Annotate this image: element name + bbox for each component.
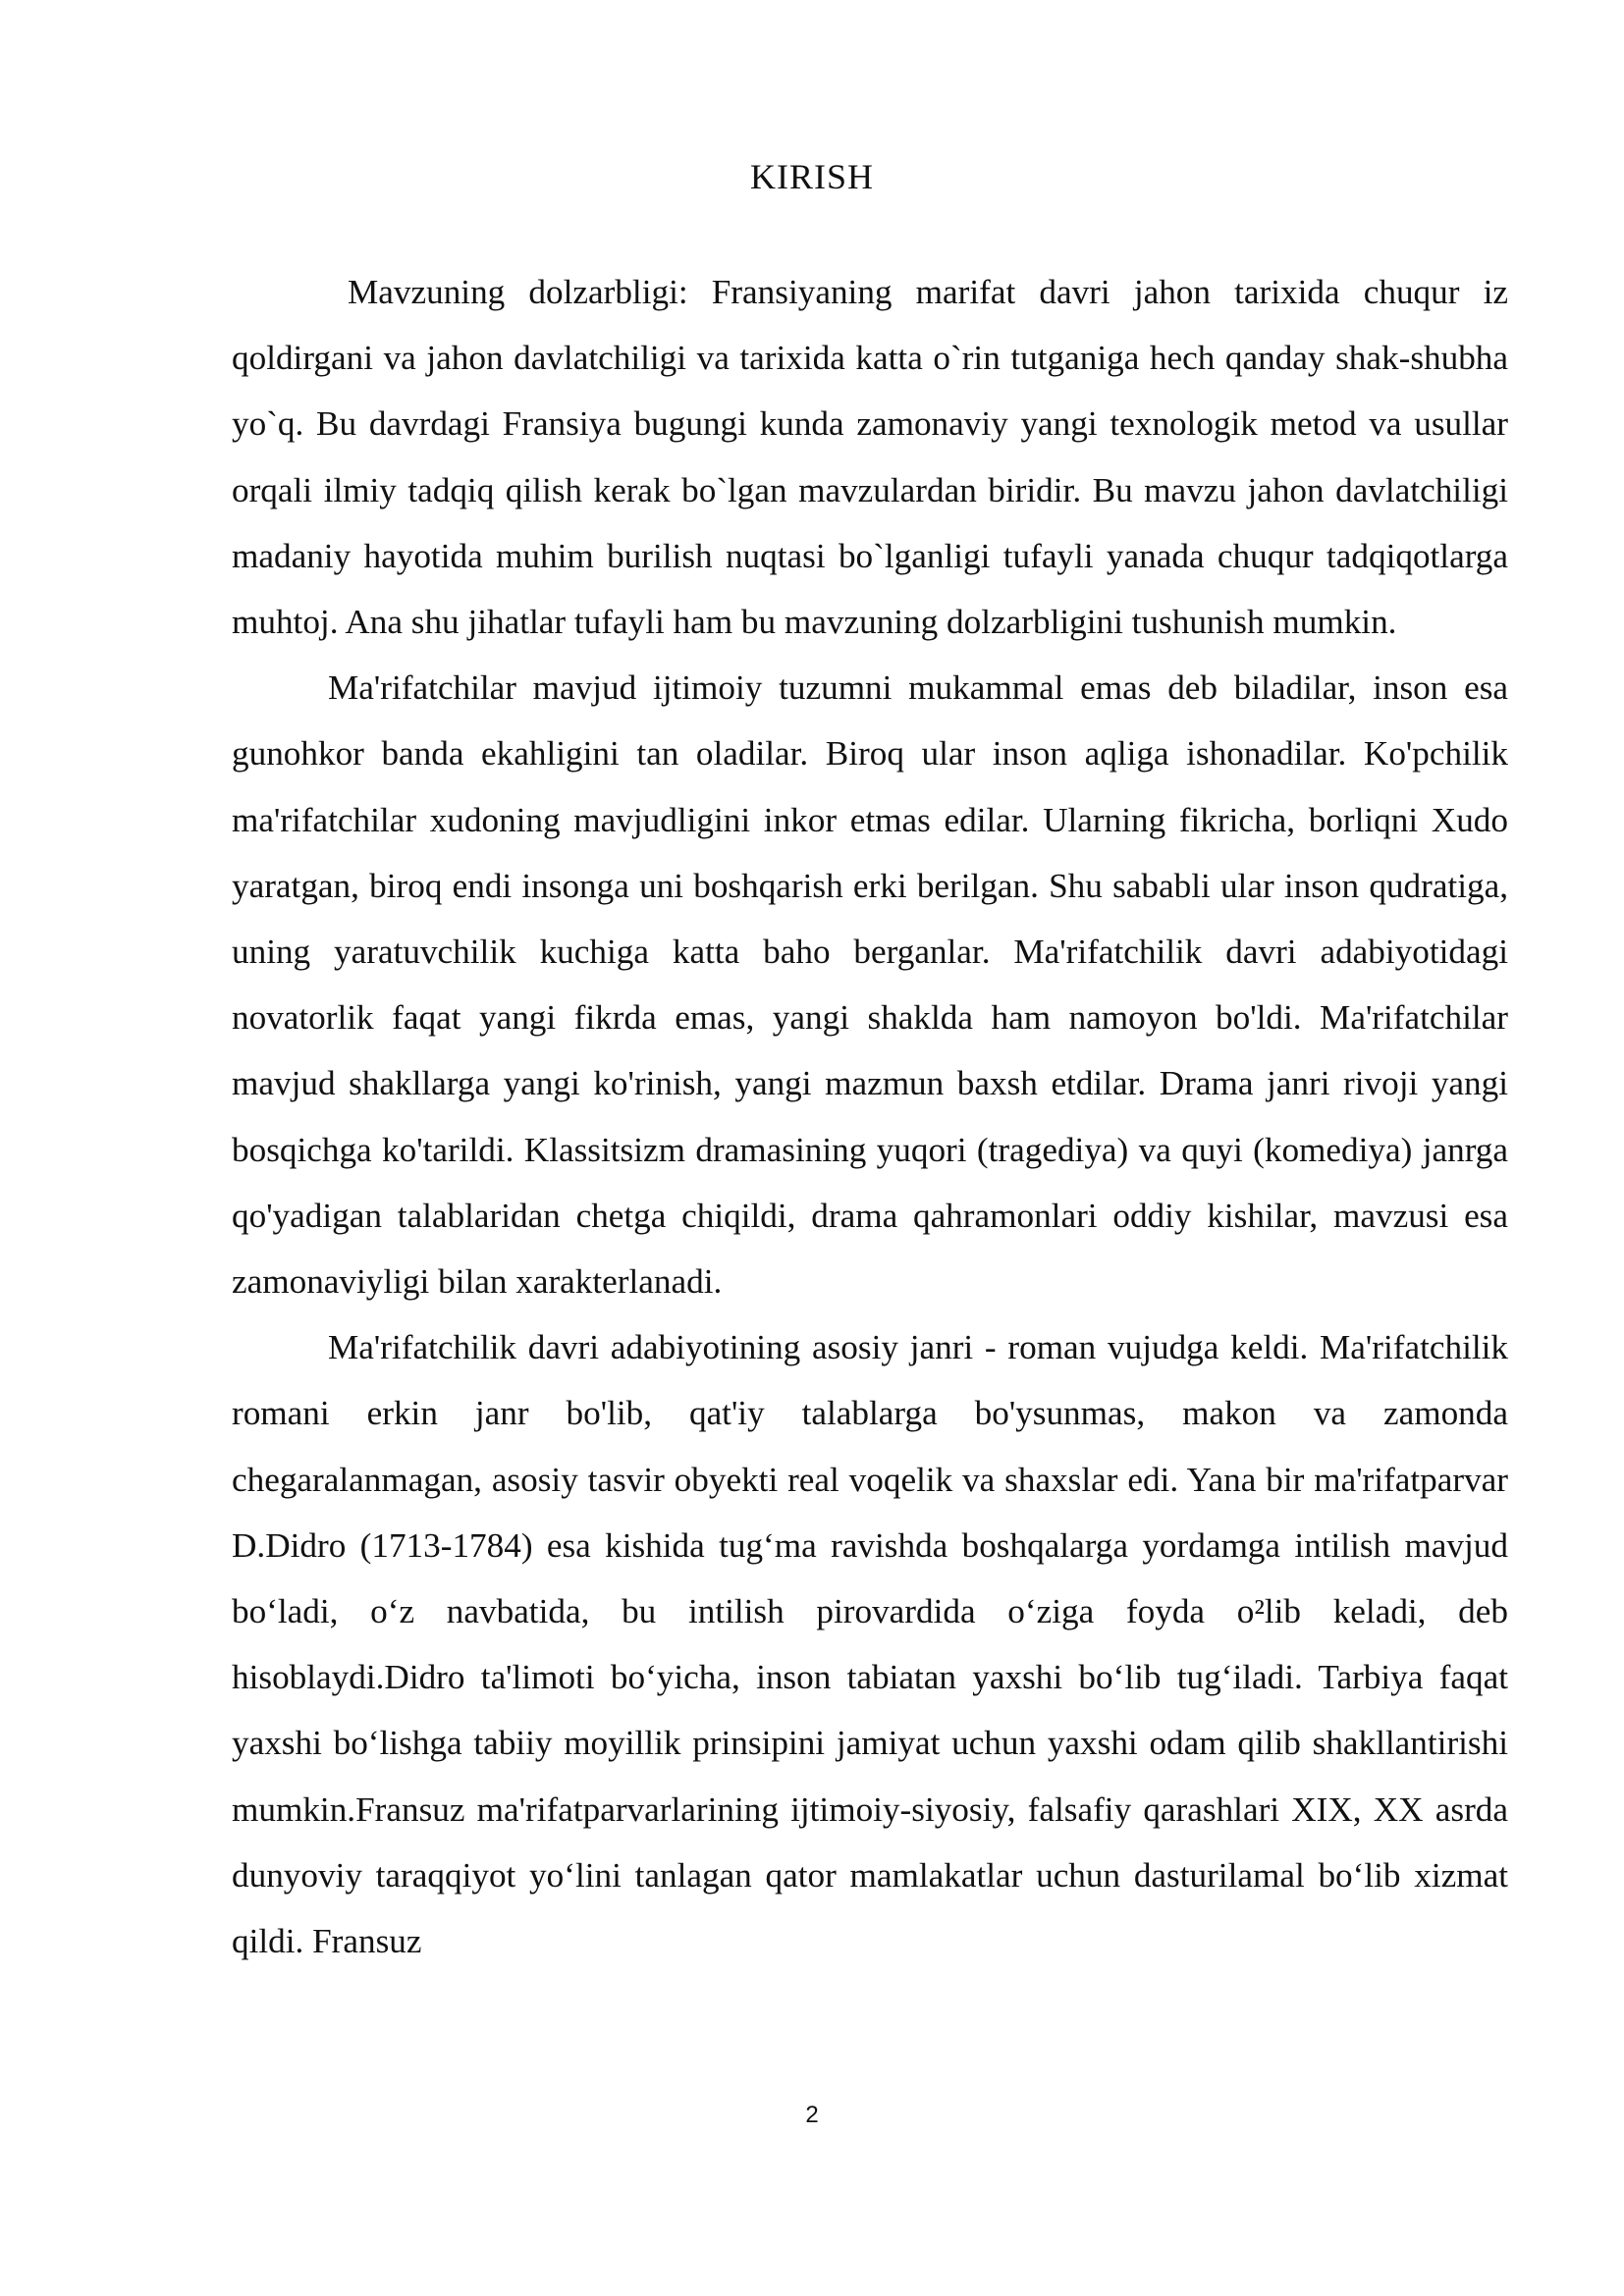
page-title: KIRISH xyxy=(749,157,874,196)
paragraph-enlighteners: Ma'rifatchilar mavjud ijtimoiy tuzumni mukammal emas deb biladilar, inson esa gunohkor banda ekahligini tan oladilar. Biroq ular inson aqliga ishonadilar. Ko'pchilik ma'rifatchilar xudoning mavjudligini inkor etmas edilar. Ularning fikricha, borliqni Xudo yaratgan, biroq endi insonga uni boshqarish erki berilgan. Shu sababli ular inson qudratiga, uning yaratuvchilik kuchiga katta baho berganlar. Ma'rifatchilik davri adabiyotidagi novatorlik faqat yangi fikrda emas, yangi shaklda ham namoyon bo'ldi. Ma'rifatchilar mavjud shakllarga yangi ko'rinish, yangi mazmun baxsh etdilar. Drama janri rivoji yangi bosqichga ko'tarildi. Klassitsizm dramasining yuqori (tragediya) va quyi (komediya) janrga qo'yadigan talablaridan chetga chiqildi, drama qahramonlari oddiy kishilar, mavzusi esa zamonaviyligi bilan xarakterlanadi. xyxy=(232,668,1508,1302)
paragraph-novel-genre: Ma'rifatchilik davri adabiyotining asosiy janri - roman vujudga keldi. Ma'rifatchilik romani erkin janr bo'lib, qat'iy talablarga bo'ysunmas, makon va zamonda chegaralanmagan, asosiy tasvir obyekti real voqelik va shaxslar edi. Yana bir ma'rifatparvar D.Didro (1713-1784) esa kishida tug‘ma ravishda boshqalarga yordamga intilish mavjud bo‘ladi, o‘z navbatida, bu intilish pirovardida o‘ziga foyda o²lib keladi, deb hisoblaydi.Didro ta'limoti bo‘yicha, inson tabiatan yaxshi bo‘lib tug‘iladi. Tarbiya faqat yaxshi bo‘lishga tabiiy moyillik prinsipini jamiyat uchun yaxshi odam qilib shakllantirishi mumkin.Fransuz ma'rifatparvarlarining ijtimoiy-siyosiy, falsafiy qarashlari XIX, XX asrda dunyoviy taraqqiyot yo‘lini tanlagan qator mamlakatlar uchun dasturilamal bo‘lib xizmat qildi. Fransuz xyxy=(232,1328,1508,1961)
paragraph-relevance: Mavzuning dolzarbligi: Fransiyaning marifat davri jahon tarixida chuqur iz qoldirgani va jahon davlatchiligi va tarixida katta o`rin tutganiga hech qanday shak-shubha yo`q. Bu davrdagi Fransiya bugungi kunda zamonaviy yangi texnologik metod va usullar orqali ilmiy tadqiq qilish kerak bo`lgan mavzulardan biridir. Bu mavzu jahon davlatchiligi madaniy hayotida muhim burilish nuqtasi bo`lganligi tufayli yanada chuqur tadqiqotlarga muhtoj. Ana shu jihatlar tufayli ham bu mavzuning dolzarbligini tushunish mumkin. xyxy=(232,273,1508,642)
body-text xyxy=(232,259,1508,1974)
page-number: 2 xyxy=(805,2102,819,2128)
